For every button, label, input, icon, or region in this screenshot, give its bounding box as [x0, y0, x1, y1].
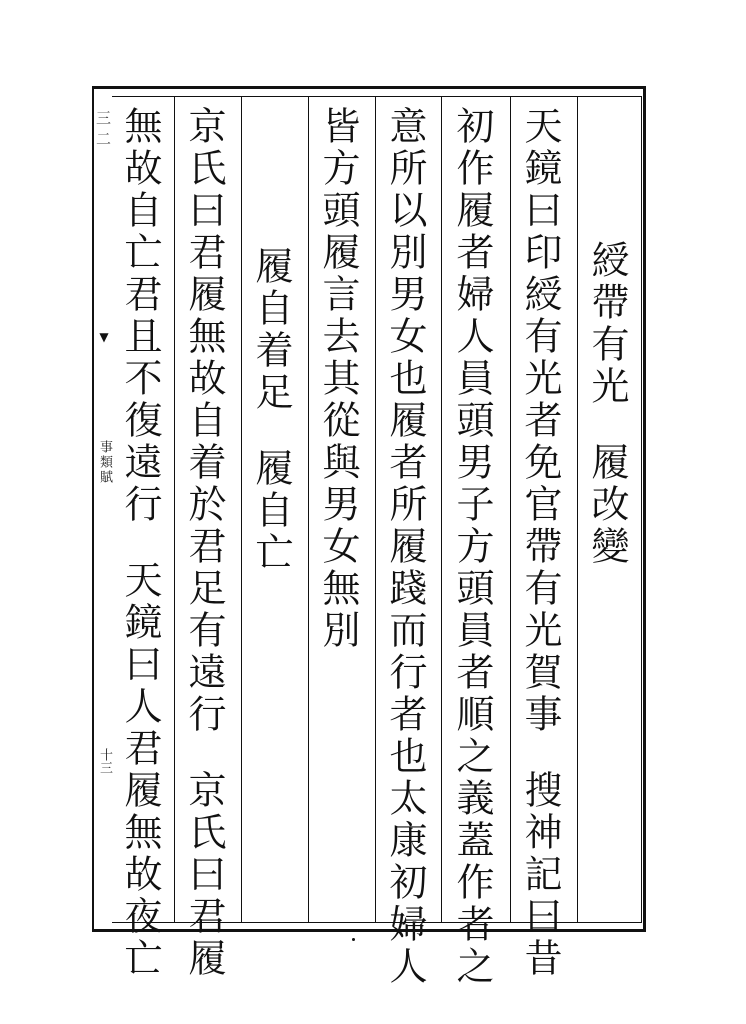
column-rule [375, 97, 376, 923]
margin-subtitle: 事類賦 [97, 440, 112, 485]
column-tail: 京氏曰君履 [182, 770, 226, 980]
frame-inner-right-rule [641, 96, 642, 922]
text-column-1 [516, 106, 564, 980]
column-rule [174, 97, 175, 923]
margin-strip [92, 86, 116, 932]
heading-part-1: 綬帶有光 [585, 240, 629, 408]
scan-speck [352, 938, 355, 941]
column-text: 初作履者婦人員頭男子方頭員者順之義蓋作者之 [450, 106, 494, 988]
column-rule [241, 97, 242, 923]
column-text: 京氏曰君履無故自着於君足有遠行 [182, 106, 226, 736]
heading-part-2: 履改變 [585, 442, 629, 568]
text-column-2 [448, 106, 496, 988]
column-part-2: 履自亡 [249, 448, 293, 574]
column-tail: 搜神記曰昔 [518, 770, 562, 980]
text-column-4 [314, 106, 362, 652]
column-rule [510, 97, 511, 923]
column-rule [577, 97, 578, 923]
heading-column [583, 240, 631, 568]
column-tail: 天鏡曰人君履無故夜亡 [118, 560, 162, 980]
column-rule [441, 97, 442, 923]
column-text: 無故自亡君且不復遠行 [118, 106, 162, 526]
text-column-3 [381, 106, 429, 988]
column-part-1: 履自着足 [249, 246, 293, 414]
column-text: 皆方頭履言去其從與男女無別 [316, 106, 360, 652]
fishtail-mark: ▼ [99, 330, 109, 344]
text-column-7 [116, 106, 164, 980]
frame-inner-top-rule [112, 96, 642, 97]
text-column-5 [247, 246, 295, 574]
text-column-6 [180, 106, 228, 980]
column-text: 天鏡曰印綬有光者免官帶有光賀事 [518, 106, 562, 736]
column-rule [308, 97, 309, 923]
column-text: 意所以別男女也履者所履踐而行者也太康初婦人 [383, 106, 427, 988]
page-number: 十三 [97, 748, 112, 774]
margin-title: 三二 [94, 110, 112, 152]
